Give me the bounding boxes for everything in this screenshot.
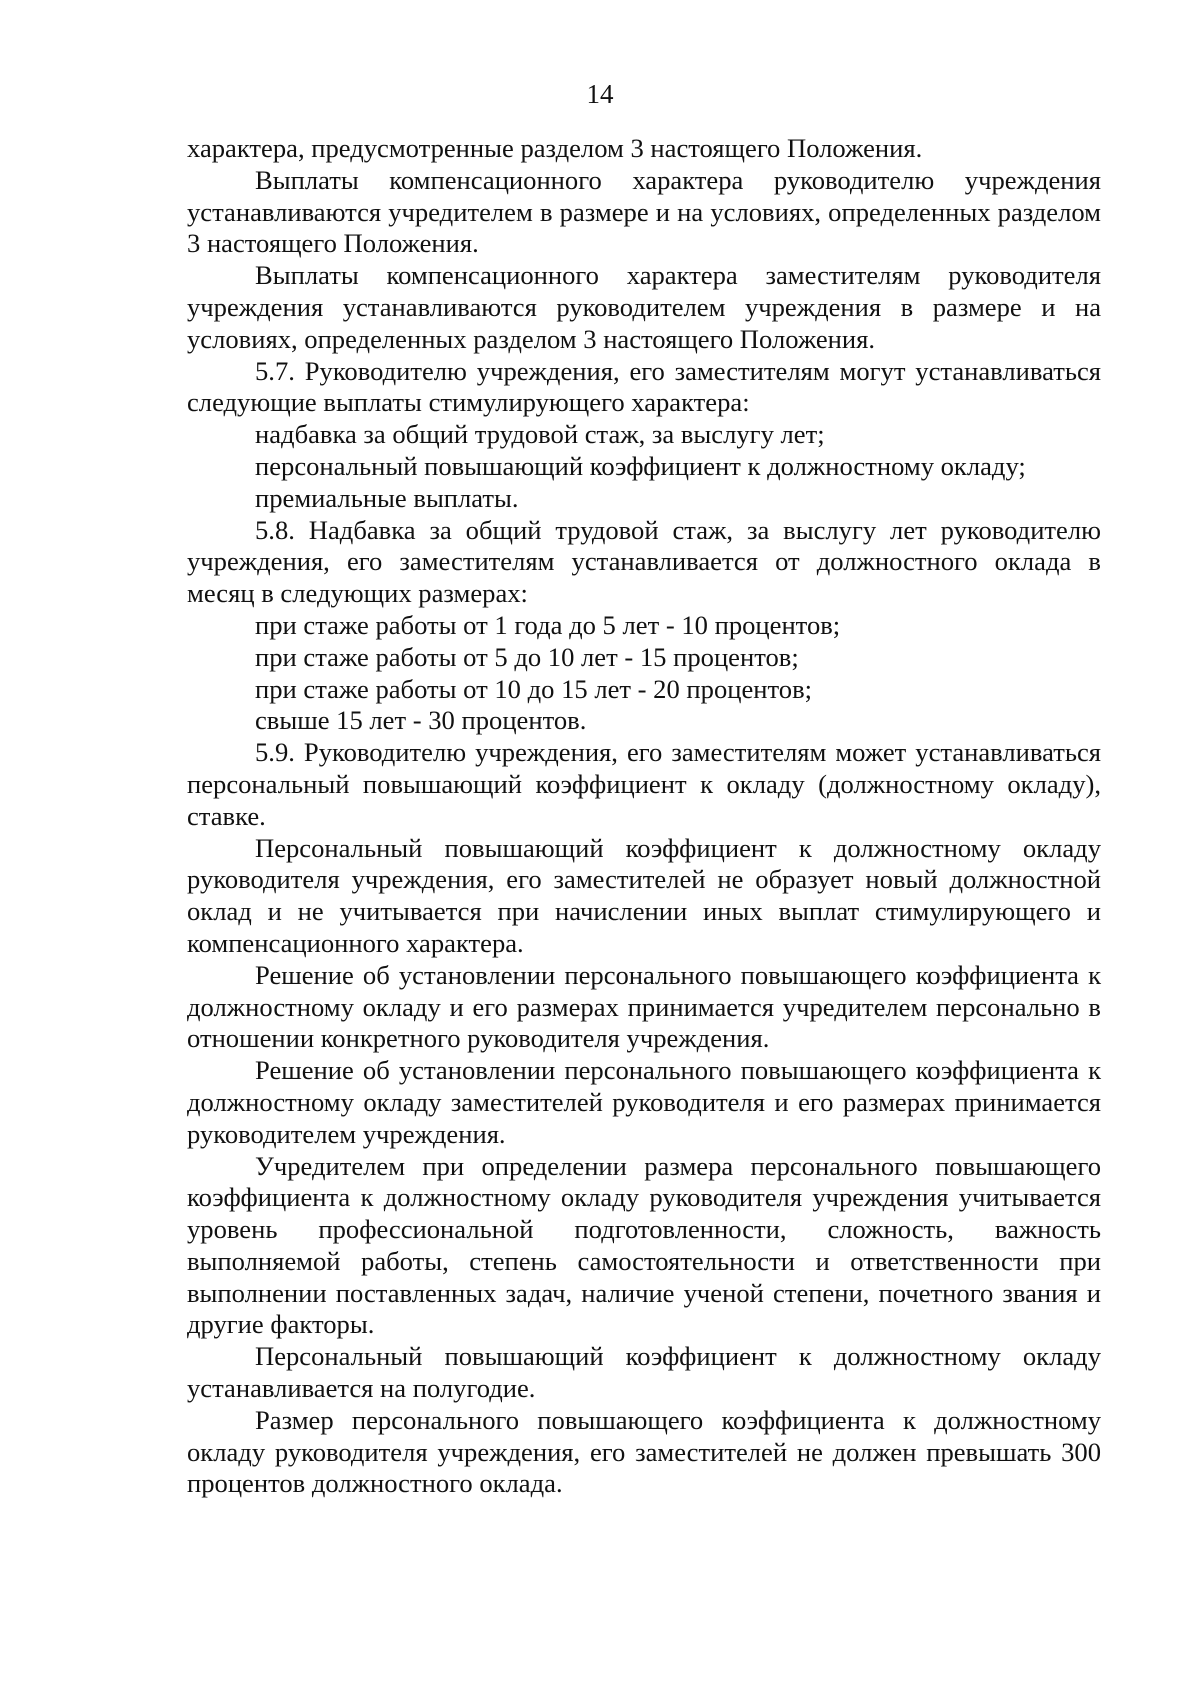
paragraph-5-9: 5.9. Руководителю учреждения, его заместителям может устанавливаться персональный повышающий коэффициент к окладу (должностному окладу), ставке. <box>187 737 1101 831</box>
list-item-personal-coefficient: персональный повышающий коэффициент к должностному окладу; <box>255 450 1026 481</box>
paragraph-decision-deputies: Решение об установлении персонального повышающего коэффициента к должностному окладу заместителей руководителя и его размерах принимается руководителем учреждения. <box>187 1055 1101 1149</box>
list-item-seniority-bonus: надбавка за общий трудовой стаж, за выслугу лет; <box>255 419 825 450</box>
paragraph-compensation-head: Выплаты компенсационного характера руководителю учреждения устанавливаются учредителем в размере и на условиях, определенных разделом 3 настоящего Положения. <box>187 164 1101 259</box>
document-body <box>187 133 1101 1500</box>
paragraph-decision-head: Решение об установлении персонального повышающего коэффициента к должностному окладу и его размерах принимается учредителем персонально в отношении конкретного руководителя учреждения. <box>187 959 1101 1054</box>
list-item-seniority-1-5: при стаже работы от 1 года до 5 лет - 10 процентов; <box>255 609 841 640</box>
paragraph-5-7: 5.7. Руководителю учреждения, его заместителям могут устанавливаться следующие выплаты стимулирующего характера: <box>187 355 1101 418</box>
paragraph-coefficient-period: Персональный повышающий коэффициент к должностному окладу устанавливается на полугодие. <box>187 1341 1101 1404</box>
list-item-seniority-10-15: при стаже работы от 10 до 15 лет - 20 процентов; <box>255 673 813 704</box>
paragraph-coefficient-not-salary: Персональный повышающий коэффициент к должностному окладу руководителя учреждения, его заместителей не образует новый должностной оклад и не учитывается при начислении иных выплат стимулирующего и компенсационного характера. <box>187 832 1101 958</box>
list-item-seniority-5-10: при стаже работы от 5 до 10 лет - 15 процентов; <box>255 641 799 672</box>
list-item-seniority-over-15: свыше 15 лет - 30 процентов. <box>255 705 587 736</box>
paragraph-5-8: 5.8. Надбавка за общий трудовой стаж, за выслугу лет руководителю учреждения, его заместителям устанавливается от должностного оклада в месяц в следующих размерах: <box>187 514 1101 609</box>
paragraph-coefficient-factors: Учредителем при определении размера персонального повышающего коэффициента к должностному окладу руководителя учреждения учитывается уровень профессиональной подготовленности, сложность, важность выполняемой работы, степень самостоятельности и ответственности при выполнении поставленных задач, наличие ученой степени, почетного звания и другие факторы. <box>187 1150 1101 1340</box>
list-item-bonus-payments: премиальные выплаты. <box>255 482 519 513</box>
paragraph-coefficient-limit: Размер персонального повышающего коэффициента к должностному окладу руководителя учреждения, его заместителей не должен превышать 300 процентов должностного оклада. <box>187 1404 1101 1499</box>
paragraph-compensation-deputies: Выплаты компенсационного характера заместителям руководителя учреждения устанавливаются руководителем учреждения в размере и на условиях, определенных разделом 3 настоящего Положения. <box>187 260 1101 354</box>
page-number: 14 <box>586 79 614 109</box>
paragraph-continuation: характера, предусмотренные разделом 3 настоящего Положения. <box>187 133 923 163</box>
